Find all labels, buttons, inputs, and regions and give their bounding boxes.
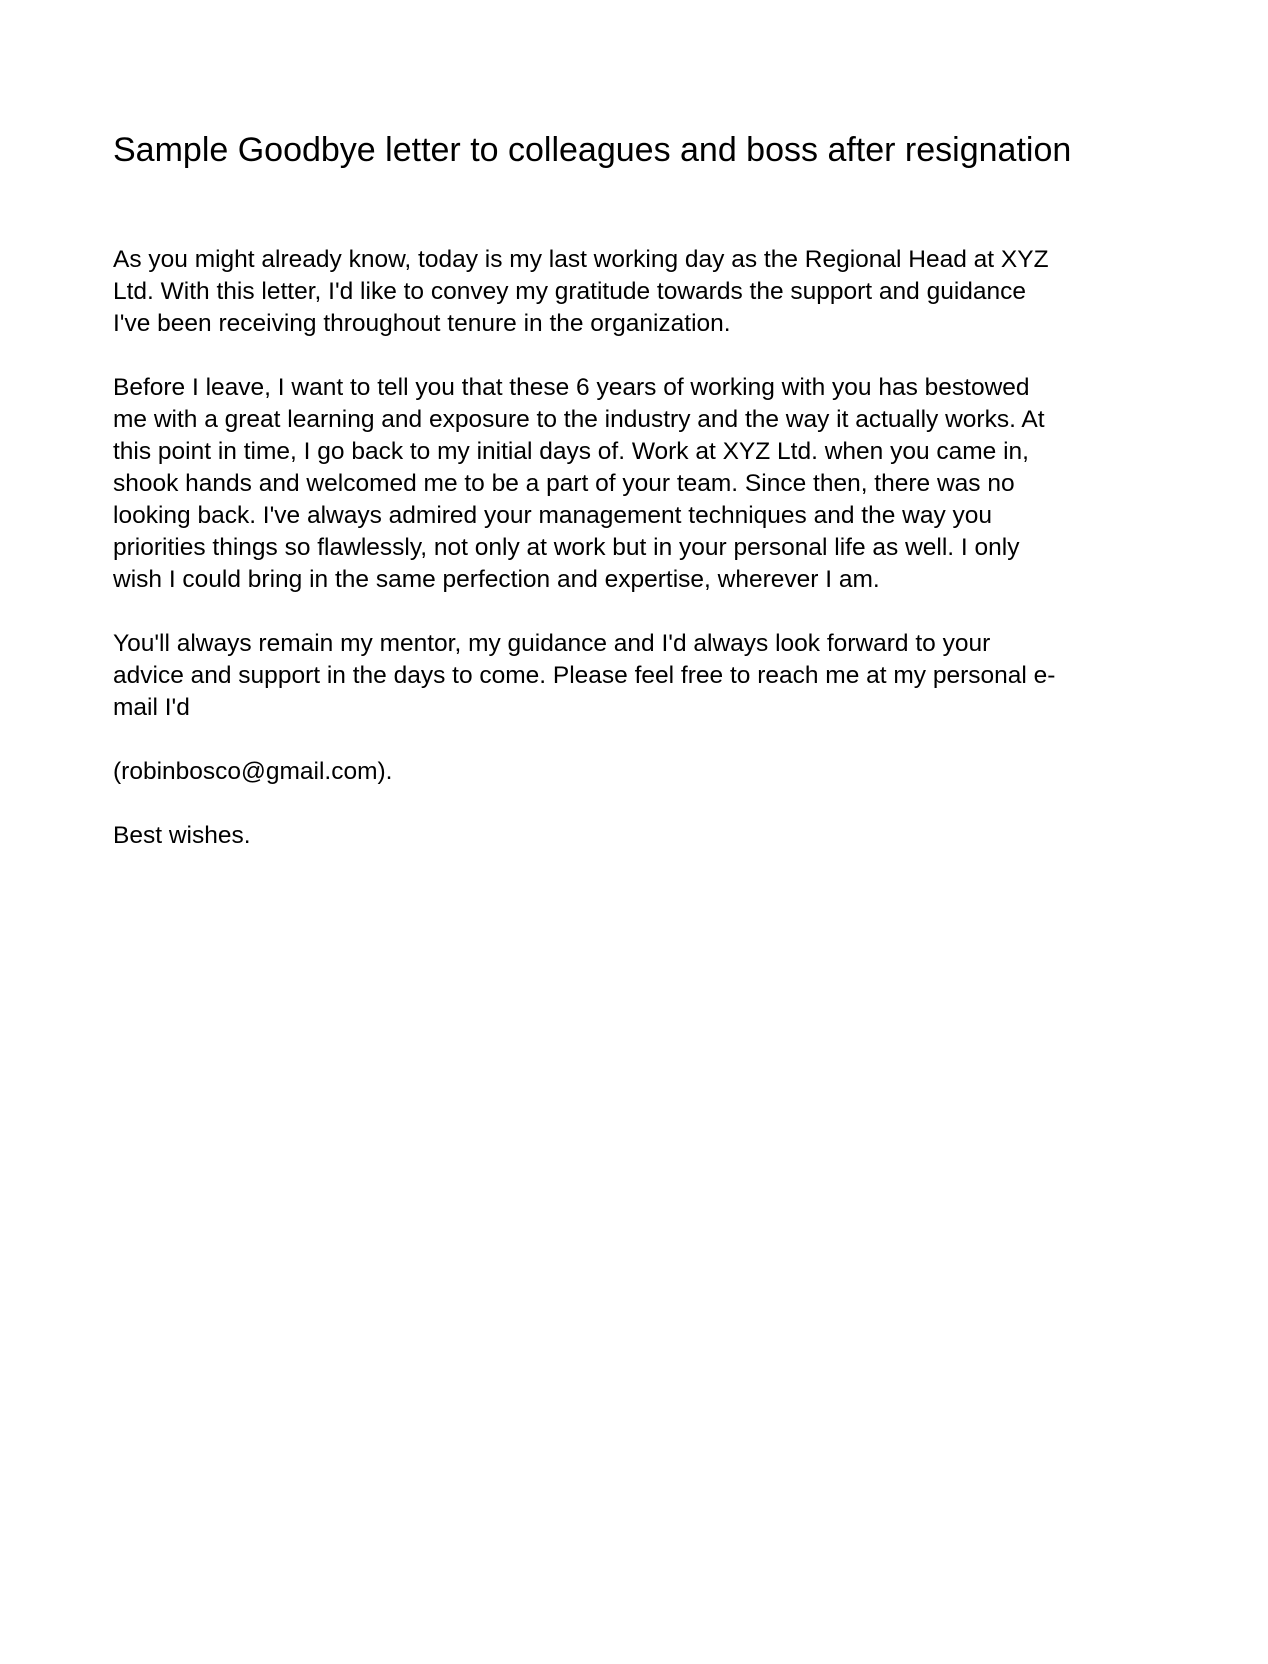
paragraph-closing: Best wishes. [113, 822, 251, 849]
paragraph-intro: As you might already know, today is my last working day as the Regional Head at XYZ Ltd. With this letter, I'd like to convey my gratitude towards the support and guidance I've been receiving throughout tenure in the organization. [113, 246, 1049, 337]
paragraph-body: Before I leave, I want to tell you that these 6 years of working with you has bestowed me with a great learning and exposure to the industry and the way it actually works. At this point in time, I go back to my initial days of. Work at XYZ Ltd. when you came in, shook hands and welcomed me to be a part of your team. Since then, there was no looking back. I've always admired your management techniques and the way you priorities things so flawlessly, not only at work but in your personal life as well. I only wish I could bring in the same perfection and expertise, wherever I am. [113, 374, 1045, 593]
paragraph-mentor: You'll always remain my mentor, my guidance and I'd always look forward to your advice and support in the days to come. Please feel free to reach me at my personal e-mail I'd [113, 630, 1056, 721]
paragraph-email: (robinbosco@gmail.com). [113, 758, 393, 785]
document-title: Sample Goodbye letter to colleagues and boss after resignation [113, 131, 1072, 169]
